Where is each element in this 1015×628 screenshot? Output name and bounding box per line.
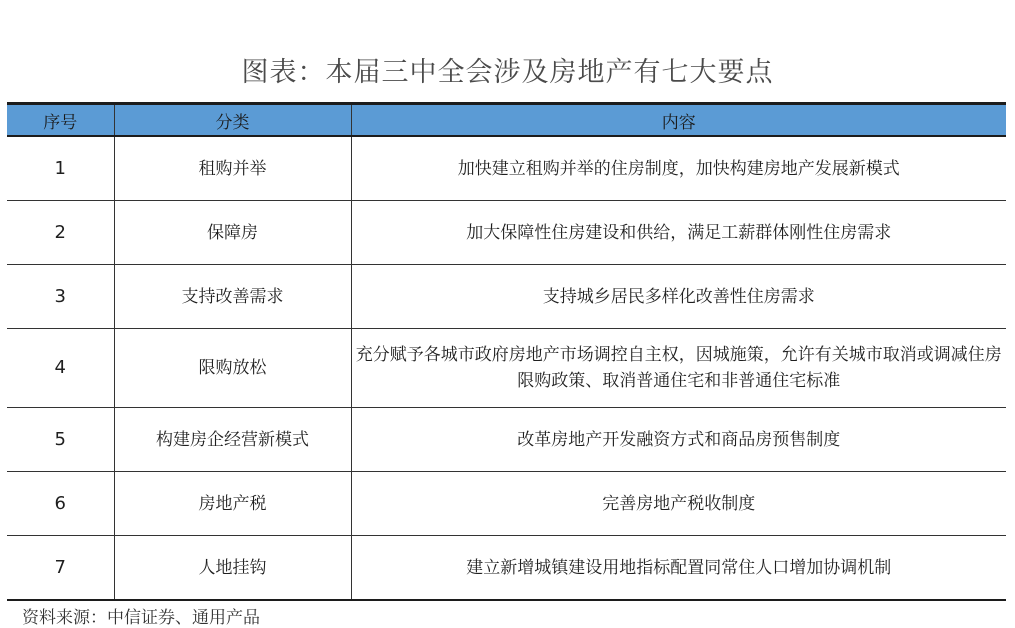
row-content-cell: 完善房地产税收制度 bbox=[351, 472, 1006, 536]
table-header-row bbox=[7, 104, 1006, 137]
row-number-cell: 3 bbox=[7, 265, 114, 329]
row-number-cell: 1 bbox=[7, 136, 114, 201]
row-number-cell: 5 bbox=[7, 408, 114, 472]
column-header-number: 序号 bbox=[7, 104, 114, 137]
row-category-cell: 人地挂钩 bbox=[114, 536, 351, 601]
row-number-cell: 7 bbox=[7, 536, 114, 601]
table-row bbox=[7, 136, 1006, 201]
row-content-cell: 充分赋予各城市政府房地产市场调控自主权，因城施策，允许有关城市取消或调减住房限购政策、取消普通住宅和非普通住宅标准 bbox=[351, 329, 1006, 408]
table-row bbox=[7, 472, 1006, 536]
row-content-cell: 支持城乡居民多样化改善性住房需求 bbox=[351, 265, 1006, 329]
table-row bbox=[7, 408, 1006, 472]
row-content-cell: 建立新增城镇建设用地指标配置同常住人口增加协调机制 bbox=[351, 536, 1006, 601]
row-number-cell: 6 bbox=[7, 472, 114, 536]
row-content-cell: 加大保障性住房建设和供给，满足工薪群体刚性住房需求 bbox=[351, 201, 1006, 265]
row-content-cell: 改革房地产开发融资方式和商品房预售制度 bbox=[351, 408, 1006, 472]
row-content-cell: 加快建立租购并举的住房制度，加快构建房地产发展新模式 bbox=[351, 136, 1006, 201]
table-row bbox=[7, 329, 1006, 408]
row-category-cell: 租购并举 bbox=[114, 136, 351, 201]
row-number-cell: 2 bbox=[7, 201, 114, 265]
row-category-cell: 保障房 bbox=[114, 201, 351, 265]
table-row bbox=[7, 265, 1006, 329]
key-points-table bbox=[7, 102, 1006, 601]
row-category-cell: 房地产税 bbox=[114, 472, 351, 536]
table-row bbox=[7, 536, 1006, 601]
column-header-content: 内容 bbox=[351, 104, 1006, 137]
row-category-cell: 限购放松 bbox=[114, 329, 351, 408]
column-header-category: 分类 bbox=[114, 104, 351, 137]
row-category-cell: 构建房企经营新模式 bbox=[114, 408, 351, 472]
row-category-cell: 支持改善需求 bbox=[114, 265, 351, 329]
page-title: 图表：本届三中全会涉及房地产有七大要点 bbox=[241, 57, 774, 88]
source-note: 资料来源：中信证券、通用产品 bbox=[22, 608, 260, 628]
table-row bbox=[7, 201, 1006, 265]
row-number-cell: 4 bbox=[7, 329, 114, 408]
